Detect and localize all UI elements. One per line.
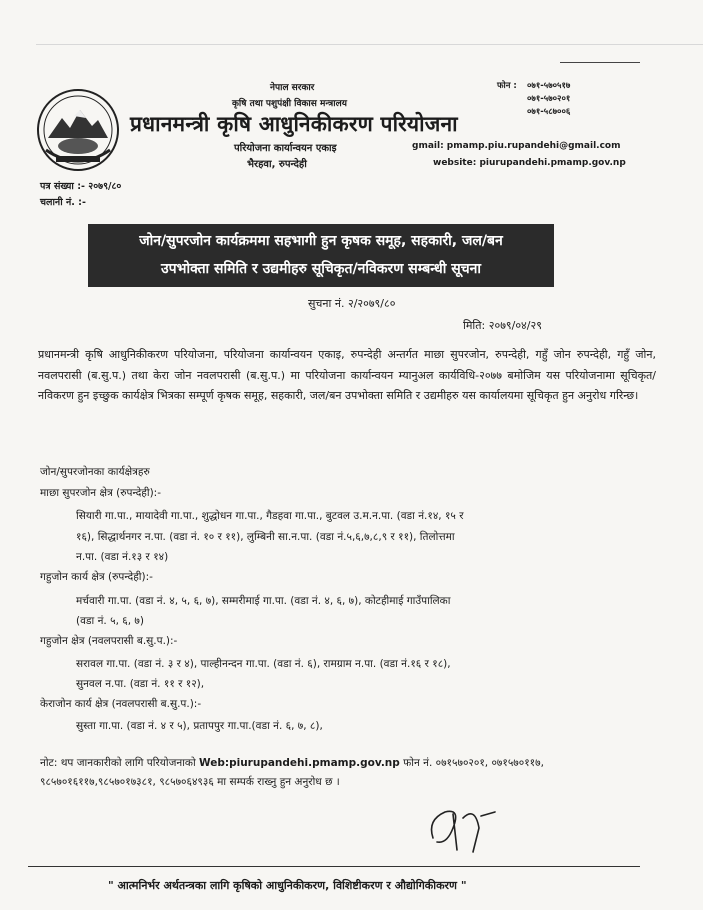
zone-line: सरावल गा.पा. (वडा नं. ३ र ४), पाल्हीनन्दन गा.पा. (वडा नं. ६), रामग्राम न.पा. (वडा नं.१६ र १८), xyxy=(76,658,451,670)
notice-date: मिति: २०७९/०४/२९ xyxy=(463,319,542,332)
zone-line: न.पा. (वडा नं.१३ र १४) xyxy=(76,551,169,563)
government-name: नेपाल सरकार xyxy=(270,83,315,93)
zone-line: १६), सिद्धार्थनगर न.पा. (वडा नं. १० र ११), लुम्बिनी सा.न.पा. (वडा नं.५,६,७,८,९ र ११), तिलोत्तमा xyxy=(76,531,455,543)
signature xyxy=(423,798,513,858)
notice-banner xyxy=(88,224,554,287)
scan-top-line xyxy=(36,44,703,45)
footer-rule xyxy=(28,866,640,867)
areas-heading: जोन/सुपरजोनका कार्यक्षेत्रहरु xyxy=(40,466,150,478)
phone-2: ०७१-५७०२०१ xyxy=(527,94,571,104)
body-paragraph: प्रधानमन्त्री कृषि आधुनिकीकरण परियोजना, परियोजना कार्यान्वयन एकाइ, रुपन्देही अन्तर्गत माछा सुपरजोन, रुपन्देही, गहुँ जोन रुपन्देही, गहुँ जोन, नवलपरासी (ब.सु.प.) तथा केरा जोन नवलपरासी (ब.सु.प.) मा परियोजना कार्यान्वयन म्यानुअल कार्यविधि-२०७७ बमोजिम यस परियोजनामा सूचिकृत/नविकरण हुन इच्छुक कार्यक्षेत्र भित्रका सम्पूर्ण कृषक समूह, सहकारी, जल/बन उपभोक्ता समिति र उद्यमीहरु यस कार्यालयमा सूचिकृत हुन अनुरोध गरिन्छ। xyxy=(38,348,656,402)
project-title: प्रधानमन्त्री कृषि आधुनिकीकरण परियोजना xyxy=(130,112,458,136)
note-prefix: नोट: थप जानकारीको लागि परियोजनाको xyxy=(40,757,196,769)
zone-line: (वडा नं. ५, ६, ७) xyxy=(76,615,144,627)
zone-line: सियारी गा.पा., मायादेवी गा.पा., शुद्धोधन गा.पा., गैडहवा गा.पा., बुटवल उ.म.न.पा. (वडा नं.१४, १५ र xyxy=(76,510,464,522)
zone-line: सुनवल न.पा. (वडा नं. ११ र १२), xyxy=(76,678,205,690)
email-address: gmail: pmamp.piu.rupandehi@gmail.com xyxy=(412,141,621,151)
notice-number: सुचना नं. २/२०७९/८० xyxy=(308,297,396,310)
dispatch-number: चलानी नं. :- xyxy=(40,197,86,208)
zone-title-wheat-nawalparasi: गहुजोन क्षेत्र (नवलपरासी ब.सु.प.):- xyxy=(40,635,178,647)
banner-line-1: जोन/सुपरजोन कार्यक्रममा सहभागी हुन कृषक समूह, सहकारी, जल/बन xyxy=(139,233,503,249)
header-rule xyxy=(560,62,640,63)
contact-note xyxy=(40,754,660,792)
implementation-unit: परियोजना कार्यान्वयन एकाइ xyxy=(234,143,337,154)
phone-label: फोन : xyxy=(497,81,517,91)
zone-title-fish: माछा सुपरजोन क्षेत्र (रुपन्देही):- xyxy=(40,487,161,499)
note-suffix: फोन नं. ०७१५७०२०१, ०७१५७०११७, ९८५७०१६११७,९८५७०१७३८१, ९८५७०६४९३६ मा सम्पर्क राख्नु हुन अनुरोध छ । xyxy=(40,757,544,788)
phone-1: ०७१-५७०५१७ xyxy=(527,81,571,91)
zone-title-banana: केराजोन कार्य क्षेत्र (नवलपरासी ब.सु.प.):- xyxy=(40,698,202,710)
phone-numbers xyxy=(497,80,570,119)
zone-line: सुस्ता गा.पा. (वडा नं. ४ र ५), प्रतापपुर गा.पा.(वडा नं. ६, ७, ८), xyxy=(76,720,323,732)
note-website: Web:piurupandehi.pmamp.gov.np xyxy=(199,757,400,769)
office-location: भैरहवा, रुपन्देही xyxy=(247,159,307,170)
nepal-emblem-logo xyxy=(36,88,120,172)
reference-number: पत्र संख्या :- २०७९/८० xyxy=(40,181,122,192)
footer-motto: " आत्मनिर्भर अर्थतन्त्रका लागि कृषिको आधुनिकीकरण, विशिष्टीकरण र औद्योगिकीकरण " xyxy=(108,879,467,892)
website-address: website: piurupandehi.pmamp.gov.np xyxy=(433,158,626,168)
phone-3: ०७१-५८७००६ xyxy=(527,107,571,117)
zone-title-wheat-rupandehi: गहुजोन कार्य क्षेत्र (रुपन्देही):- xyxy=(40,571,153,583)
ministry-name: कृषि तथा पशुपंक्षी विकास मन्त्रालय xyxy=(232,99,347,109)
banner-line-2: उपभोक्ता समिति र उद्यमीहरु सूचिकृत/नविकरण सम्बन्धी सूचना xyxy=(160,261,481,277)
zone-line: मर्चवारी गा.पा. (वडा नं. ४, ५, ६, ७), सम्मरीमाई गा.पा. (वडा नं. ४, ६, ७), कोटहीमाई गाउँपालिका xyxy=(76,595,451,607)
